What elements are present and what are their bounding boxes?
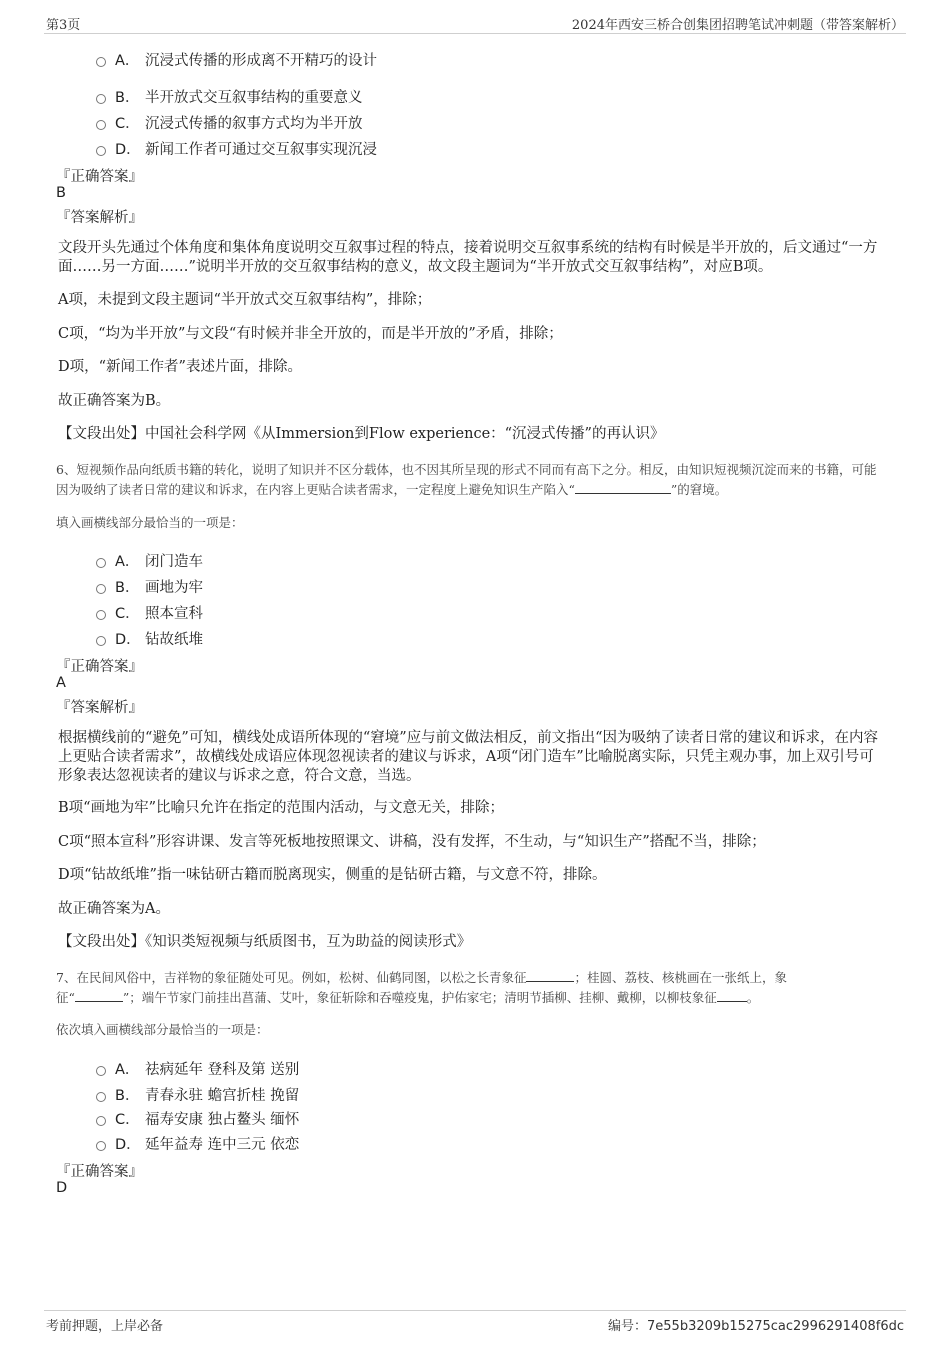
q6-analysis-p3: C项“照本宣科”形容讲课、发言等死板地按照课文、讲稿，没有发挥，不生动，与“知识生产”搭配不当，排除； xyxy=(58,834,766,850)
q5-analysis-p2: A项，未提到文段主题词“半开放式交互叙事结构”，排除； xyxy=(58,292,432,308)
radio-icon[interactable] xyxy=(96,146,106,156)
header-divider xyxy=(44,33,906,34)
q6-source: 【文段出处】《知识类短视频与纸质图书，互为助益的阅读形式》 xyxy=(58,934,472,950)
q6-option-c[interactable]: C． 照本宣科 xyxy=(96,602,203,623)
q6-option-d[interactable]: D． 钻故纸堆 xyxy=(96,628,203,649)
radio-icon[interactable] xyxy=(96,120,106,130)
blank xyxy=(717,989,747,1002)
q5-analysis-p3: C项，“均为半开放”与文段“有时候并非全开放的，而是半开放的”矛盾，排除； xyxy=(58,326,563,342)
q6-stem: 6、短视频作品向纸质书籍的转化，说明了知识并不区分载体，也不因其所呈现的形式不同而有高下之分。相反，由知识短视频沉淀而来的书籍，可能因为吸纳了读者日常的建议和诉求，在内容上更贴合读者需求，一定程度上避免知识生产陷入“ ”的窘境。 xyxy=(56,462,877,497)
q5-analysis-p4: D项，“新闻工作者”表述片面，排除。 xyxy=(58,359,302,375)
q6-analysis-p4: D项“钻故纸堆”指一味钻研古籍而脱离现实，侧重的是钻研古籍，与文意不符，排除。 xyxy=(58,867,607,883)
q6-option-b[interactable]: B． 画地为牢 xyxy=(96,576,203,597)
q5-option-a[interactable]: A． 沉浸式传播的形成离不开精巧的设计 xyxy=(96,49,377,70)
q5-source: 【文段出处】中国社会科学网《从Immersion到Flow experience：“沉浸式传播”的再认识》 xyxy=(58,426,665,442)
radio-icon[interactable] xyxy=(96,94,106,104)
q5-option-c[interactable]: C． 沉浸式传播的叙事方式均为半开放 xyxy=(96,112,363,133)
q5-analysis-p5: 故正确答案为B。 xyxy=(58,393,171,409)
q5-option-d[interactable]: D． 新闻工作者可通过交互叙事实现沉浸 xyxy=(96,138,377,159)
q7-option-d[interactable]: D． 延年益寿 连中三元 依恋 xyxy=(96,1133,299,1154)
page-number: 第3页 xyxy=(46,18,81,33)
q6-analysis-p5: 故正确答案为A。 xyxy=(58,901,170,917)
radio-icon[interactable] xyxy=(96,610,106,620)
q7-option-c[interactable]: C． 福寿安康 独占鳌头 缅怀 xyxy=(96,1108,299,1129)
footer-divider xyxy=(44,1310,906,1311)
radio-icon[interactable] xyxy=(96,1116,106,1126)
q7-option-a[interactable]: A． 祛病延年 登科及第 送别 xyxy=(96,1058,299,1079)
radio-icon[interactable] xyxy=(96,636,106,646)
q6-analysis-p2: B项“画地为牢”比喻只允许在指定的范围内活动，与文意无关，排除； xyxy=(58,800,504,816)
footer-code: 编号：7e55b3209b15275cac2996291408f6dc xyxy=(608,1319,904,1334)
q5-option-b[interactable]: B． 半开放式交互叙事结构的重要意义 xyxy=(96,86,363,107)
radio-icon[interactable] xyxy=(96,1141,106,1151)
radio-icon[interactable] xyxy=(96,558,106,568)
radio-icon[interactable] xyxy=(96,57,106,67)
blank xyxy=(526,969,574,982)
q6-analysis-label: 『答案解析』 xyxy=(56,700,143,716)
q5-answer: B xyxy=(56,185,66,201)
radio-icon[interactable] xyxy=(96,1092,106,1102)
blank xyxy=(575,481,671,494)
q7-answer-label: 『正确答案』 xyxy=(56,1164,143,1180)
q7-answer: D xyxy=(56,1180,68,1196)
radio-icon[interactable] xyxy=(96,1066,106,1076)
q7-option-b[interactable]: B． 青春永驻 蟾宫折桂 挽留 xyxy=(96,1084,299,1105)
footer-slogan: 考前押题，上岸必备 xyxy=(46,1319,164,1334)
q5-answer-label: 『正确答案』 xyxy=(56,169,143,185)
q6-option-a[interactable]: A． 闭门造车 xyxy=(96,550,203,571)
q6-answer-label: 『正确答案』 xyxy=(56,659,143,675)
q5-analysis-p1: 文段开头先通过个体角度和集体角度说明交互叙事过程的特点，接着说明交互叙事系统的结构有时候是半开放的，后文通过“一方面……另一方面……”说明半开放的交互叙事结构的意义，故文段主题词为“半开放式交互叙事结构”，对应B项。 xyxy=(58,240,878,275)
q6-prompt: 填入画横线部分最恰当的一项是： xyxy=(56,515,244,530)
blank xyxy=(75,989,123,1002)
radio-icon[interactable] xyxy=(96,584,106,594)
q7-prompt: 依次填入画横线部分最恰当的一项是： xyxy=(56,1022,269,1037)
q7-stem: 7、在民间风俗中，吉祥物的象征随处可见。例如，松树、仙鹤同图，以松之长青象征 ；桂圆、荔枝、核桃画在一张纸上，象 征“ ”；端午节家门前挂出菖蒲、艾叶，象征斩除和吞噬疫鬼，护佑家宅；清明节插柳、挂柳、戴柳，以柳枝象征 。 xyxy=(56,970,787,1005)
q5-analysis-label: 『答案解析』 xyxy=(56,210,143,226)
q6-analysis-p1: 根据横线前的“避免”可知，横线处成语所体现的“窘境”应与前文做法相反，前文指出“因为吸纳了读者日常的建议和诉求，在内容上更贴合读者需求”，故横线处成语应体现忽视读者的建议与诉求，A项“闭门造车”比喻脱离实际，只凭主观办事，加上双引号可形象表达忽视读者的建议与诉求之意，符合文意，当选。 xyxy=(58,730,879,784)
q6-answer: A xyxy=(56,675,66,691)
document-title: 2024年西安三桥合创集团招聘笔试冲刺题（带答案解析） xyxy=(571,18,904,33)
